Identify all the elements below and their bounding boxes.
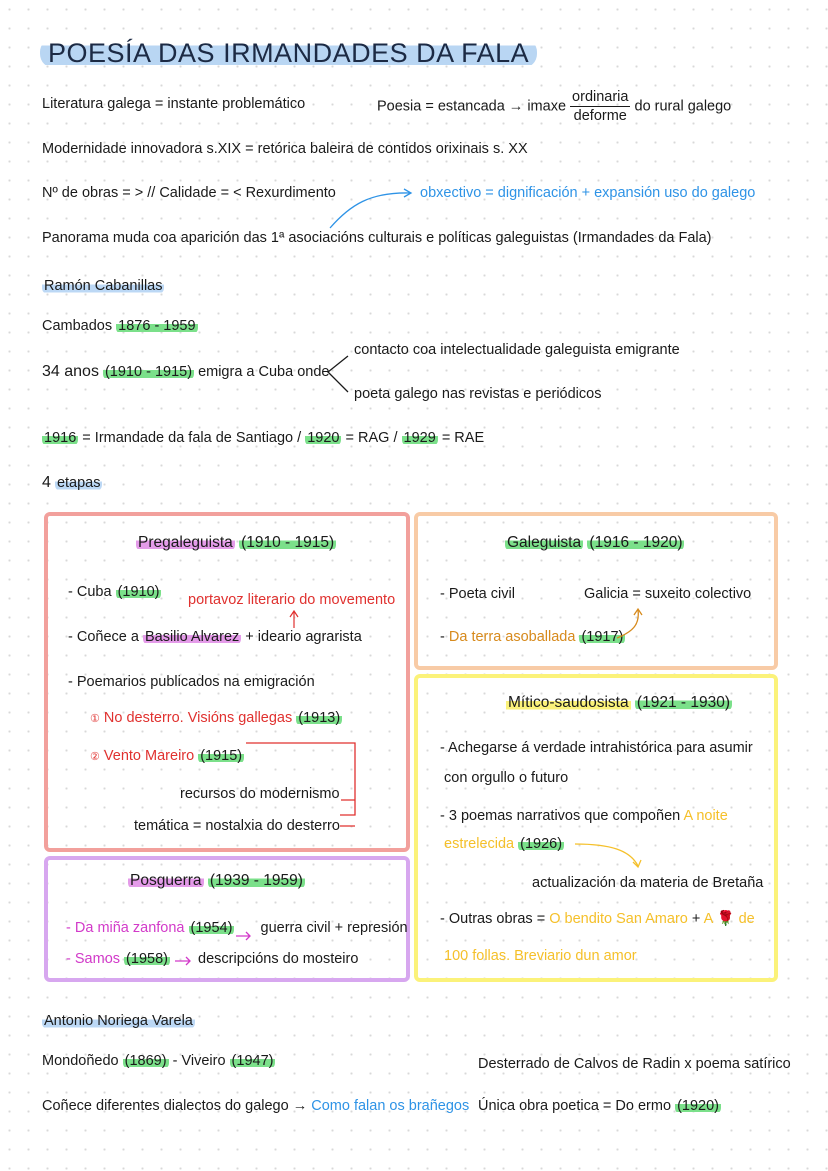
- branch-bracket: [328, 356, 348, 392]
- pre-portavoz: portavoz literario do movemento: [188, 592, 396, 608]
- pre-poemarios: - Poemarios publicados na emigración: [68, 674, 315, 690]
- mit-p1a: - Achegarse á verdade intrahistórica para asumir: [440, 740, 753, 756]
- stages-label: 4 etapas: [42, 474, 101, 491]
- rose-icon: 🌹: [716, 911, 735, 927]
- fraction-numerator: ordinaria: [570, 88, 630, 107]
- intro-line-4: Panorama muda coa aparición das 1ª asociacións culturais e políticas galeguistas (Irmandades da Fala): [42, 230, 712, 246]
- pre-title: Pregaleguista (1910 - 1915): [138, 534, 335, 551]
- branch-poet: poeta galego nas revistas e periódicos: [354, 386, 602, 402]
- intro-line-3: Nº de obras = > // Calidade = < Rexurdimento: [42, 185, 336, 201]
- pre-book-2: ② Vento Mareiro (1915): [90, 748, 243, 764]
- noriega-dates: Mondoñedo (1869) - Viveiro (1947): [42, 1053, 274, 1069]
- cabanillas-heading: Ramón Cabanillas: [44, 278, 163, 294]
- mit-actual: actualización da materia de Bretaña: [532, 875, 764, 891]
- mit-title: Mítico-saudosista (1921 - 1930): [508, 694, 730, 711]
- pos-zanfona: - Da miña zanfona (1954) guerra civil + represión: [66, 920, 408, 936]
- cabanillas-emigration: 34 anos (1910 - 1915) emigra a Cuba onde: [42, 363, 330, 380]
- gal-galicia: Galicia = suxeito colectivo: [584, 586, 752, 602]
- pos-samos: - Samos (1958) descripcións do mosteiro: [66, 951, 359, 967]
- poesia-pre: Poesia = estancada → imaxe: [377, 98, 567, 115]
- gal-terra: - Da terra asoballada (1917): [440, 629, 624, 645]
- mit-outras: - Outras obras = O bendito San Amaro + A 🌹 de: [440, 911, 755, 927]
- pre-conece: - Coñece a Basilio Alvarez + ideario agrarista: [68, 629, 362, 645]
- noriega-dialectos: Coñece diferentes dialectos do galego → Como falan os brañegos: [42, 1098, 470, 1114]
- pre-tematica: temática = nostalxia do desterro: [134, 818, 340, 834]
- gal-poeta: - Poeta civil: [440, 586, 515, 602]
- objective-note: obxectivo = dignificación + expansión uso do galego: [420, 185, 756, 201]
- fraction-denominator: deforme: [573, 108, 627, 125]
- page-title: POESÍA DAS IRMANDADES DA FALA: [40, 38, 537, 69]
- objective-arrow: [330, 193, 410, 228]
- noriega-unica: Única obra poetica = Do ermo (1920): [478, 1098, 719, 1114]
- gal-title: Galeguista (1916 - 1920): [507, 534, 683, 551]
- noriega-desterrado: Desterrado de Calvos de Radin x poema satírico: [478, 1056, 791, 1072]
- institutions-line: 1916 = Irmandade da fala de Santiago / 1920 = RAG / 1929 = RAE: [44, 430, 485, 446]
- intro-line-1: Literatura galega = instante problemático: [42, 96, 306, 112]
- mit-p1b: con orgullo o futuro: [444, 770, 569, 786]
- poesia-post: do rural galego: [634, 98, 732, 115]
- fraction: [570, 88, 630, 125]
- mit-p2b: estrelecida (1926): [444, 836, 563, 852]
- noriega-heading: Antonio Noriega Varela: [44, 1013, 193, 1029]
- pre-cuba: - Cuba (1910): [68, 584, 160, 600]
- pre-book-1: ① No desterro. Visións gallegas (1913): [90, 710, 341, 726]
- pos-title: Posguerra (1939 - 1959): [130, 872, 303, 889]
- cabanillas-birth: Cambados 1876 - 1959: [42, 318, 196, 334]
- pre-recursos: recursos do modernismo: [180, 786, 340, 802]
- branch-contact: contacto coa intelectualidade galeguista emigrante: [354, 342, 680, 358]
- mit-o3: 100 follas. Breviario dun amor: [444, 948, 637, 964]
- poesia-line: [377, 88, 731, 125]
- intro-line-2: Modernidade innovadora s.XIX = retórica baleira de contidos orixinais s. XX: [42, 141, 528, 157]
- box-mitico: [414, 674, 778, 982]
- mit-p2a: - 3 poemas narrativos que compoñen A noite: [440, 808, 728, 824]
